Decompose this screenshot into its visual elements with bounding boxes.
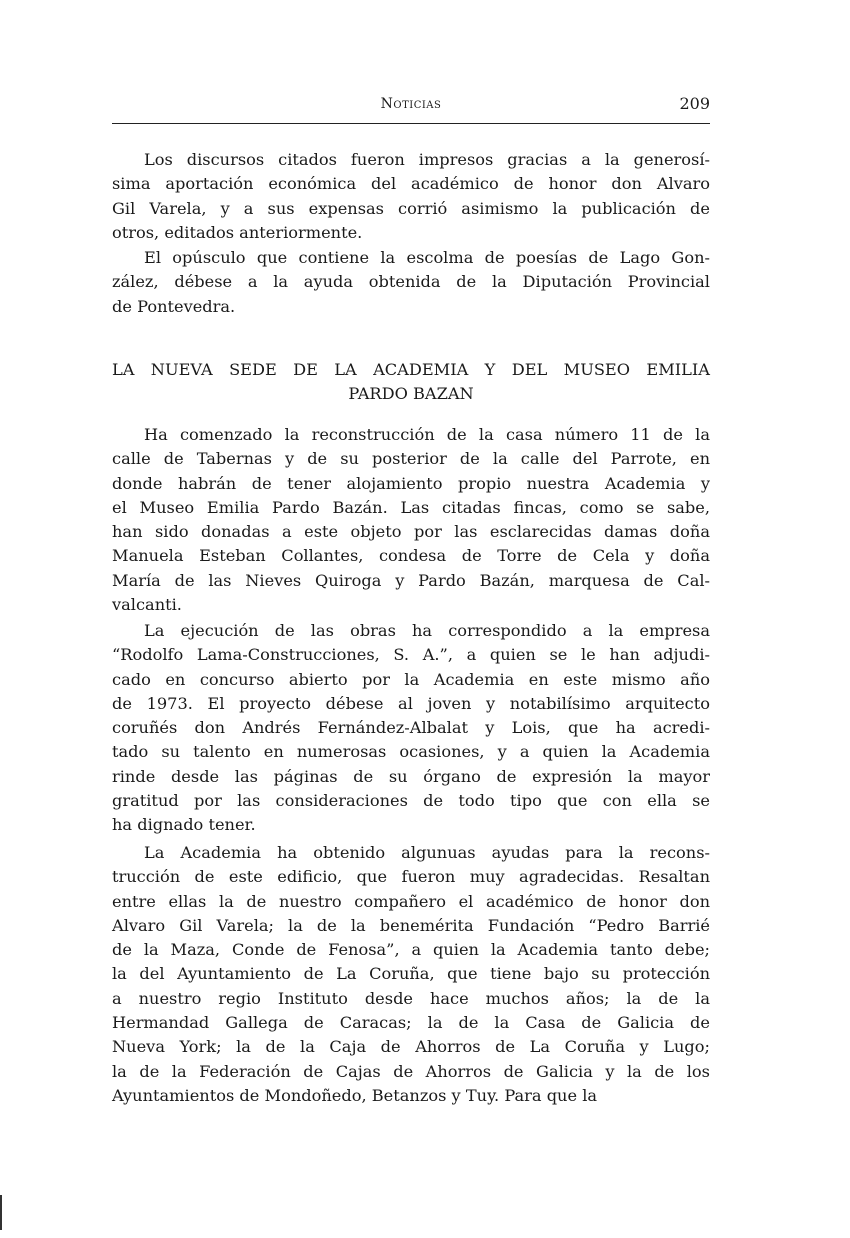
paragraph-line: de Pontevedra. xyxy=(112,296,236,316)
section-heading xyxy=(112,358,710,407)
paragraph-line: la del Ayuntamiento de La Coruña, que tiene bajo su protección xyxy=(112,964,710,984)
paragraph-line: Ha comenzado la reconstrucción de la casa número 11 de la xyxy=(144,425,710,444)
paragraph-line: valcanti. xyxy=(112,595,182,615)
paragraph-line: El opúsculo que contiene la escolma de poesías de Lago Gon- xyxy=(144,248,710,267)
paragraph-line: tado su talento en numerosas ocasiones, y a quien la Academia xyxy=(112,742,710,762)
paragraph-line: “Rodolfo Lama-Construcciones, S. A.”, a quien se le han adjudi- xyxy=(112,645,710,665)
paragraph-line: otros, editados anteriormente. xyxy=(112,222,363,242)
paragraph-line: calle de Tabernas y de su posterior de la calle del Parrote, en xyxy=(112,449,710,469)
paragraph-line: La ejecución de las obras ha correspondido a la empresa xyxy=(144,621,710,640)
section-heading-line: PARDO BAZAN xyxy=(348,384,474,404)
paragraph-line: de la Maza, Conde de Fenosa”, a quien la Academia tanto debe; xyxy=(112,940,710,960)
paragraph-line: Gil Varela, y a sus expensas corrió asimismo la publicación de xyxy=(112,198,710,218)
header-rule xyxy=(112,123,710,124)
paragraph-line: a nuestro regio Instituto desde hace muchos años; la de la xyxy=(112,988,710,1008)
paragraph-line: cado en concurso abierto por la Academia en este mismo año xyxy=(112,669,710,689)
running-head-title: Noticias xyxy=(380,96,442,112)
paragraph-line: han sido donadas a este objeto por las esclarecidas damas doña xyxy=(112,522,710,542)
paragraph-line: Hermandad Gallega de Caracas; la de la Casa de Galicia de xyxy=(112,1013,710,1033)
paragraph-line: Ayuntamientos de Mondoñedo, Betanzos y Tuy. Para que la xyxy=(112,1085,598,1105)
paragraph xyxy=(112,423,710,617)
paragraph xyxy=(112,148,710,245)
paragraph xyxy=(112,841,710,1108)
paragraph-line: María de las Nieves Quiroga y Pardo Bazán, marquesa de Cal- xyxy=(112,570,710,590)
paragraph-line: sima aportación económica del académico de honor don Alvaro xyxy=(112,174,710,194)
paragraph-line: Nueva York; la de la Caja de Ahorros de La Coruña y Lugo; xyxy=(112,1037,710,1057)
paragraph-line: zález, débese a la ayuda obtenida de la Diputación Provincial xyxy=(112,272,710,292)
running-head xyxy=(112,94,710,118)
page-number: 209 xyxy=(679,94,710,113)
paragraph-line: gratitud por las consideraciones de todo tipo que con ella se xyxy=(112,791,710,811)
paragraph xyxy=(112,619,710,838)
paragraph-line: Los discursos citados fueron impresos gracias a la generosí- xyxy=(144,150,710,169)
scan-edge-mark xyxy=(0,1195,2,1230)
paragraph xyxy=(112,246,710,319)
paragraph-line: el Museo Emilia Pardo Bazán. Las citadas fincas, como se sabe, xyxy=(112,497,710,517)
paragraph-line: Alvaro Gil Varela; la de la benemérita Fundación “Pedro Barrié xyxy=(112,915,710,935)
paragraph-line: La Academia ha obtenido algunuas ayudas para la recons- xyxy=(144,843,710,862)
paragraph-line: Manuela Esteban Collantes, condesa de Torre de Cela y doña xyxy=(112,546,710,566)
paragraph-line: ha dignado tener. xyxy=(112,815,256,835)
paragraph-line: entre ellas la de nuestro compañero el académico de honor don xyxy=(112,891,710,911)
paragraph-line: rinde desde las páginas de su órgano de expresión la mayor xyxy=(112,766,710,786)
paragraph-line: la de la Federación de Cajas de Ahorros de Galicia y la de los xyxy=(112,1061,710,1081)
section-heading-line: LA NUEVA SEDE DE LA ACADEMIA Y DEL MUSEO EMILIA xyxy=(112,360,710,379)
paragraph-line: trucción de este edificio, que fueron muy agradecidas. Resaltan xyxy=(112,867,710,887)
paragraph-line: coruñés don Andrés Fernández-Albalat y Lois, que ha acredi- xyxy=(112,718,710,738)
paragraph-line: de 1973. El proyecto débese al joven y notabilísimo arquitecto xyxy=(112,693,710,713)
paragraph-line: donde habrán de tener alojamiento propio nuestra Academia y xyxy=(112,473,710,493)
